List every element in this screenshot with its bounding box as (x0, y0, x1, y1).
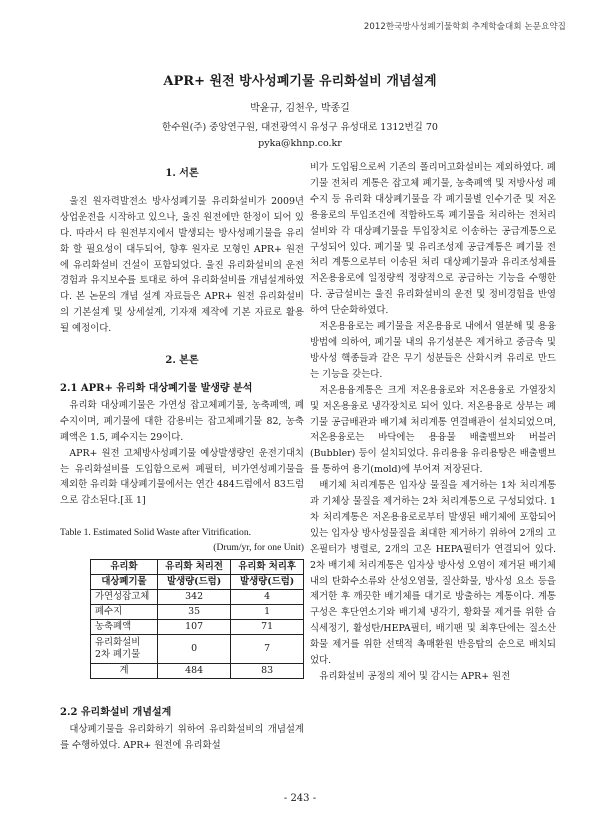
header-waste-2: 대상폐기물 (91, 575, 158, 590)
right-column (310, 160, 556, 685)
row-name: 계 (91, 664, 158, 679)
page-number: - 243 - (283, 793, 317, 804)
table-row (91, 620, 304, 635)
row-before: 107 (157, 620, 230, 635)
section-2-1-paragraph-1: 유리화 대상폐기물은 가연성 잡고체폐기물, 농축폐액, 폐수지이며, 폐기물에 대한 감용비는 잡고체폐기물 82, 농축폐액은 1.5, 폐수지는 29이다. (60, 399, 304, 443)
row-name: 가연성잡고체 (91, 590, 158, 605)
table-row (91, 590, 304, 605)
header-after: 유리화 처리후 (231, 560, 304, 575)
row-name: 폐수지 (91, 605, 158, 620)
right-paragraph-5: 유리화설비 공정의 제어 및 감시는 APR+ 원전 (319, 671, 511, 682)
header-after-2: 발생량(드럼) (231, 575, 304, 590)
right-paragraph-1: 비가 도입됨으로써 기존의 폴리머고화설비는 제외하였다. 폐기물 전처리 계통은 잡고체 폐기물, 농축폐액 및 저방사성 폐수지 등 유리화 대상폐기물을 각 폐기물별 인수기준 및 저온용융로의 투입조건에 적합하도록 폐기물을 처리하는 전처리 설비와 각 대상폐기물을 투입장치로 이송하는 공급계통으로 구성되어 있다. 폐기물 및 유리조성제 공급계통은 폐기물 전처리 계통으로부터 이송된 처리 대상폐기물과 유리조성체를 저온용융로에 일정량씩 정량적으로 공급하는 기능을 수행한다. 공급설비는 울진 유리화설비의 운전 및 정비경험을 반영하여 단순화하였다. (310, 162, 556, 317)
body-heading: 2. 본론 (165, 355, 199, 367)
affiliation: 한수원(주) 중앙연구원, 대전광역시 유성구 유성대로 1312번길 70 (162, 122, 438, 133)
intro-heading: 1. 서론 (165, 168, 199, 179)
email: pyka@khnp.co.kr (258, 138, 342, 149)
table-header-row-2 (91, 575, 304, 590)
row-before: 0 (157, 635, 230, 664)
table-caption: Table 1. Estimated Solid Waste after Vitrification. (60, 527, 252, 539)
section-2-1-heading: 2.1 APR+ 유리화 대상폐기물 발생량 분석 (60, 382, 253, 394)
row-after: 4 (231, 590, 304, 605)
authors: 박윤규, 김천우, 박종길 (250, 103, 350, 114)
paper-title: APR+ 원전 방사성폐기물 유리화설비 개념설계 (163, 74, 437, 89)
header-before: 유리화 처리전 (157, 560, 230, 575)
row-after: 7 (231, 635, 304, 664)
row-name: 농축폐액 (91, 620, 158, 635)
table-row (91, 605, 304, 620)
row-before: 35 (157, 605, 230, 620)
waste-table (90, 559, 304, 679)
running-header: 2012한국방사성폐기물학회 추계학술대회 논문요약집 (363, 22, 566, 32)
row-name (91, 635, 158, 664)
row-name-line-1: 유리화설비 (95, 637, 141, 649)
left-column (60, 160, 304, 754)
row-after: 83 (231, 664, 304, 679)
header-before-2: 발생량(드럼) (157, 575, 230, 590)
section-2-2-heading: 2.2 유리화설비 개념설계 (60, 707, 172, 719)
section-2-2-paragraph: 대상폐기물을 유리화하기 위하여 유리화설비의 개념설계를 수행하였다. APR+ 원전에 유리화설 (60, 724, 304, 752)
row-after: 71 (231, 620, 304, 635)
table-header-row (91, 560, 304, 575)
right-paragraph-4: 배기체 처리계통은 입자상 물질을 제거하는 1차 처리계통과 기체상 물질을 제거하는 2차 처리계통으로 구성되었다. 1차 처리계통은 저온용융로로부터 발생된 배기체에 포함되어 있는 입자상 방사성물질을 최대한 제거하기 위하여 2개의 고온필터가 병렬로, 2개의 고온 HEPA필터가 연결되어 있다. 2차 배기체 처리계통은 입자상 방사성 오염이 제거된 배기체내의 탄화수소류와 산성오염물, 질산화물, 방사성 요소 등을 제거한 후 깨끗한 배기체를 대기로 방출하는 계통이다. 계통구성은 후단연소기와 배기체 냉각기, 황화물 제거를 위한 습식세정기, 활성탄/HEPA필터, 배기팬 및 최후단에는 질소산화물 제거를 위한 선택적 촉매환원 반응탑의 순으로 배치되었다. (310, 480, 556, 667)
row-name-line-2: 2차 폐기물 (95, 649, 141, 661)
table-caption-block (60, 525, 304, 555)
intro-paragraph: 울진 원자력발전소 방사성폐기물 유리화설비가 2009년 상업운전을 시작하고 있으나, 울진 원전에만 한정이 되어 있다. 따라서 타 원전부지에서 발생되는 방사성폐기물을 유리화 할 필요성이 대두되어, 향후 원자로 모형인 APR+ 원전에 유리화설비 건설이 포함되었다. 울진 유리화설비의 운전경험과 유지보수를 토대로 하여 유리화설비를 개념설계하였다. 본 논문의 개념 설계 자료들은 APR+ 원전 유리화설비의 기본설계 및 상세설계, 기자재 제작에 기본 자료로 활용될 예정이다. (60, 195, 304, 335)
header-waste: 유리화 (91, 560, 158, 575)
row-before: 484 (157, 664, 230, 679)
table-unit: (Drum/yr, for one Unit) (213, 542, 304, 554)
row-before: 342 (157, 590, 230, 605)
section-2-1-paragraph-2: APR+ 원전 고체방사성폐기물 예상발생량인 운전기대치는 유리화설비를 도입함으로써 폐필터, 비가연성폐기물을 제외한 유리화 대상폐기물에서는 연간 484드럼에서 83드럼으로 감소된다.[표 1] (60, 447, 304, 507)
row-after: 1 (231, 605, 304, 620)
table-row (91, 635, 304, 664)
right-paragraph-2: 저온용융로는 폐기물을 저온용융로 내에서 열분해 및 용융방법에 의하여, 폐기물 내의 유기성분은 제거하고 중금속 및 방사성 핵종들과 같은 무기 성분들은 산화시켜 유리로 만드는 기능을 갖는다. (310, 321, 556, 380)
table-row-total (91, 664, 304, 679)
right-paragraph-3: 저온용융계통은 크게 저온용융로와 저온용융로 가열장치 및 저온용융로 냉각장치로 되어 있다. 저온용융로 상부는 폐기물 공급배관과 배기체 처리계통 연결배관이 설치되었으며, 저온용융로는 바닥에는 용융물 배출밸브와 버블러(Bubbler) 등이 설치되었다. 유리용융 유리용탕은 배출밸브를 통하여 용기(mold)에 부어져 저장된다. (310, 384, 556, 476)
